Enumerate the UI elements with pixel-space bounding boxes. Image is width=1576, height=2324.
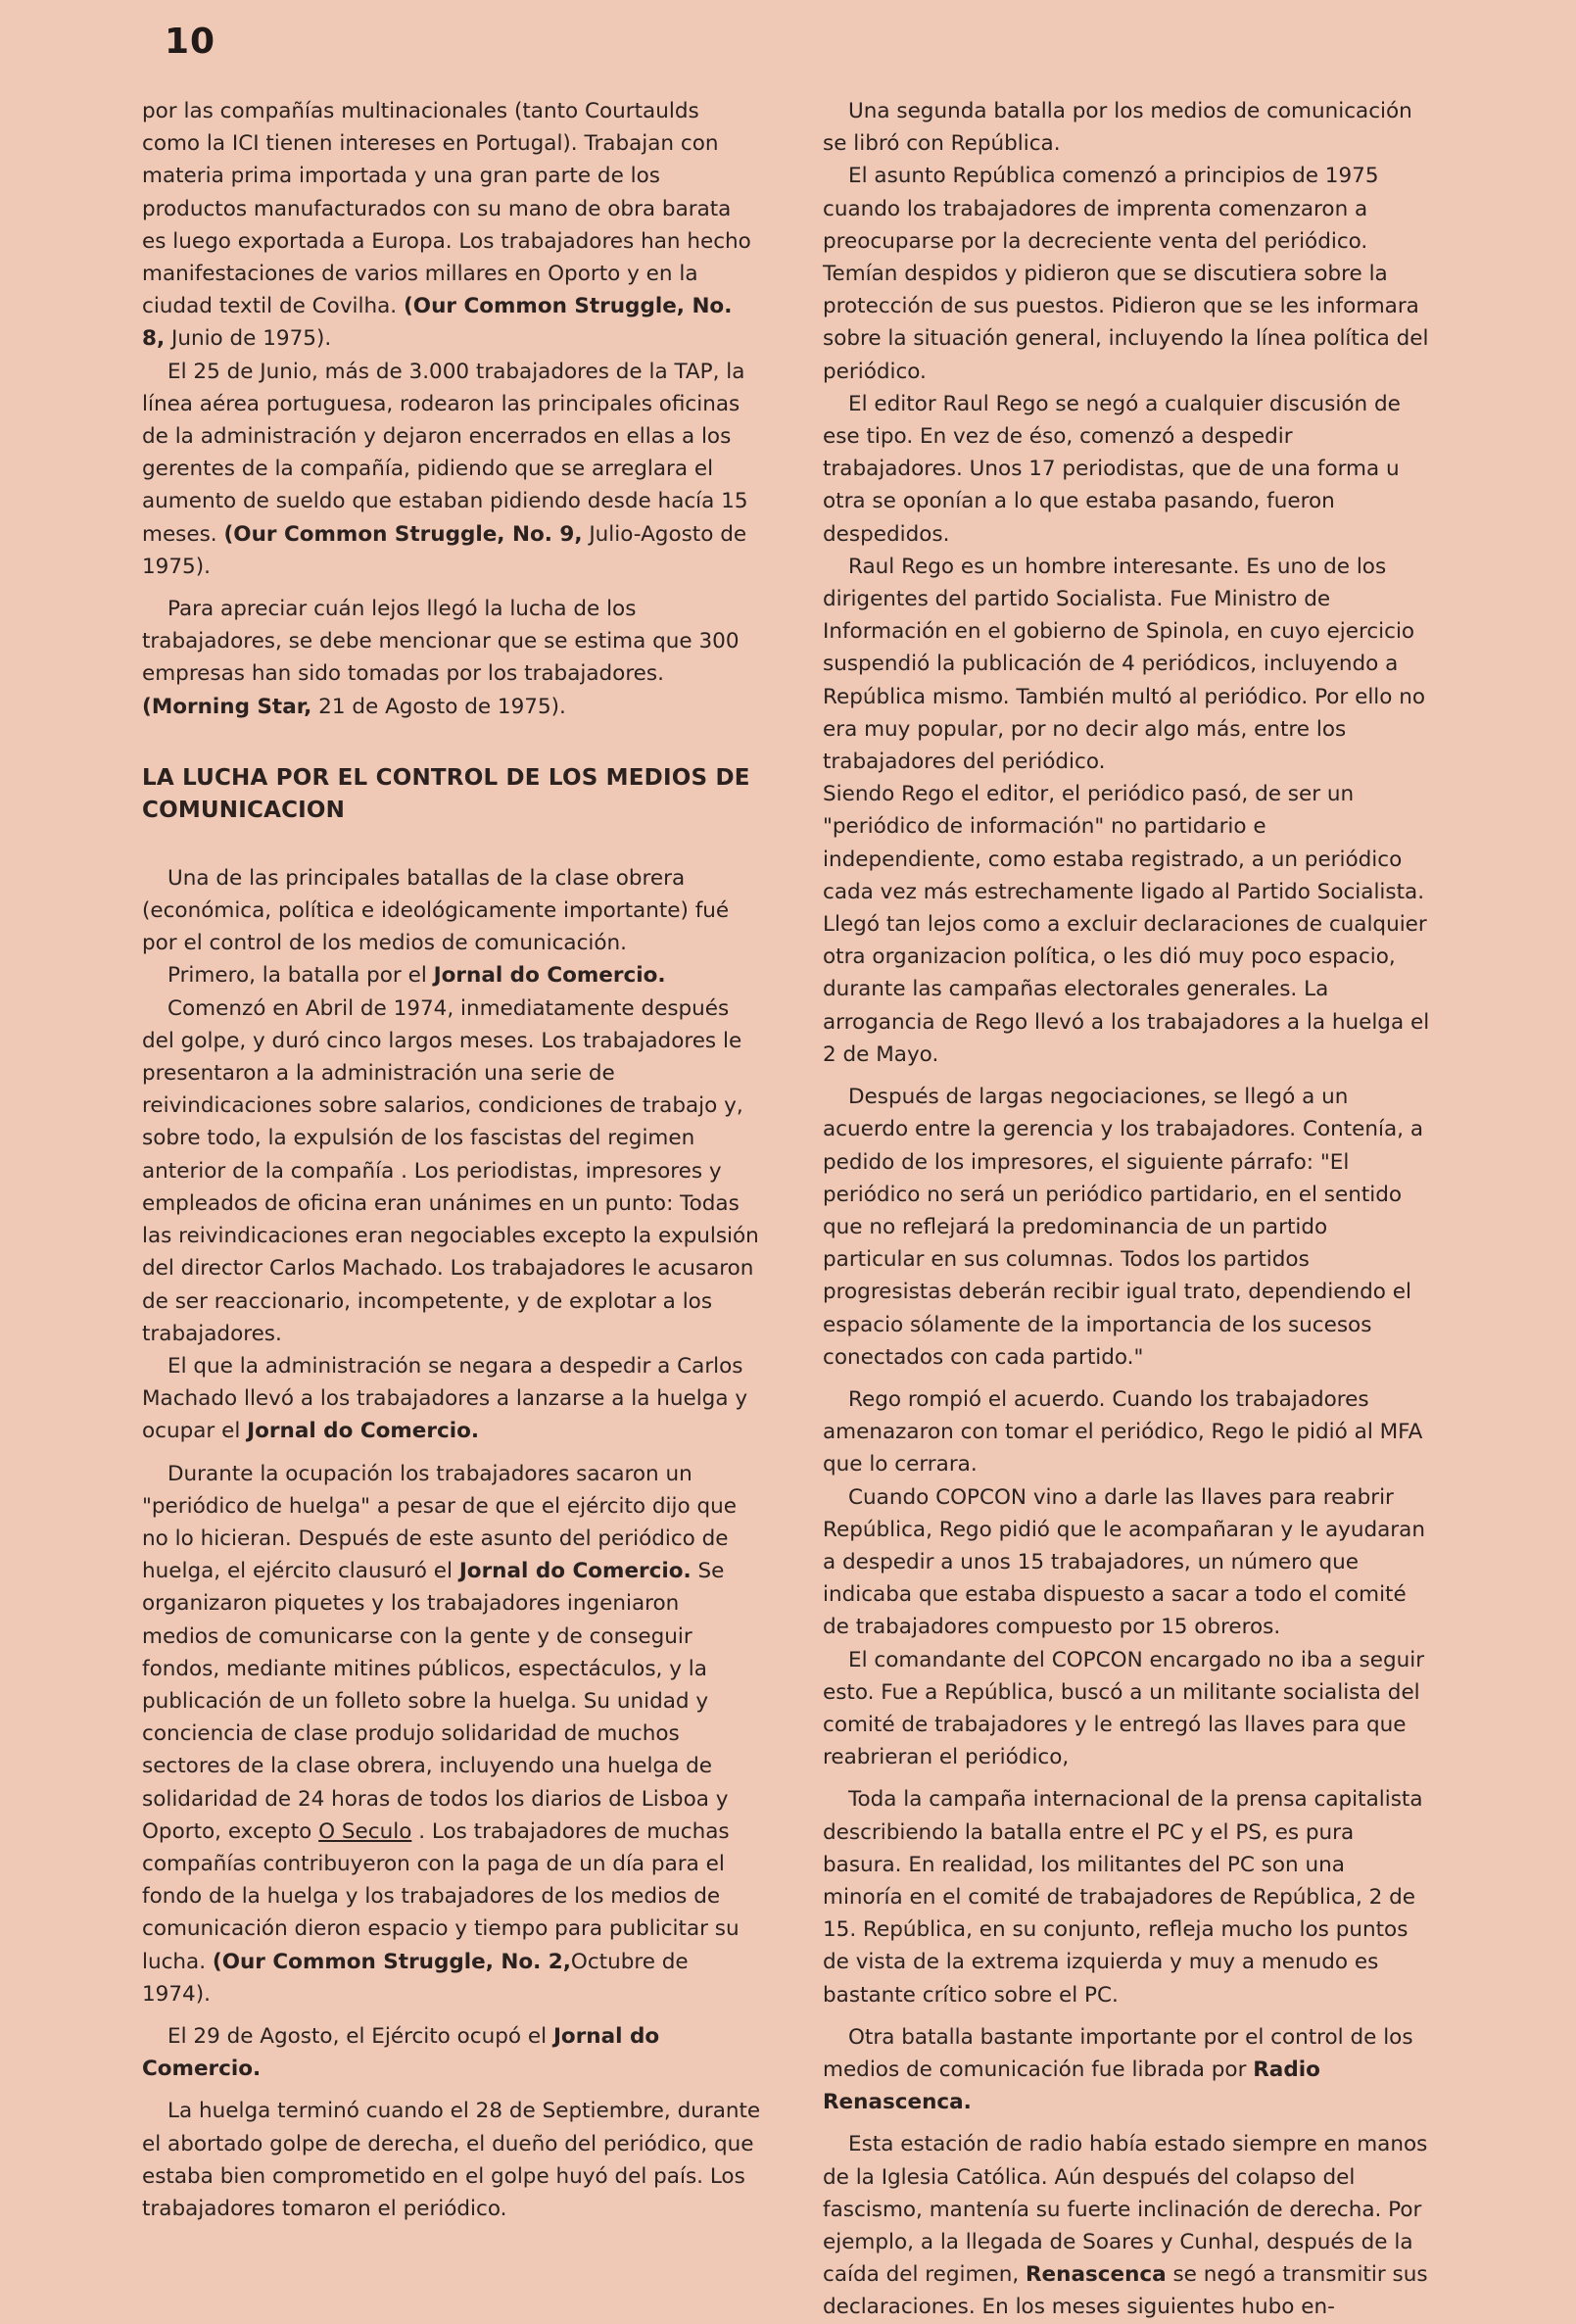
article-paragraph: Una de las principales batallas de la clase obrera (económica, política e ideológicamente importante) fué por el control de los medios de comunicación. (142, 865, 730, 956)
newspaper-name: Jornal do Comercio. (433, 963, 666, 989)
citation: (Morning Star, (142, 694, 312, 719)
article-paragraph: Después de largas negociaciones, se llegó a un acuerdo entre la gerencia y los trabajadores. Contenía, a pedido de los impresores, el siguiente párrafo: "El periódico no será un periódico partidario, en el sentido que no reflejará la predominancia de un partido particular en sus columnas. Todos los partidos progresistas deberán recibir igual trato, dependiendo el espacio sólamente de la importancia de los sucesos conectados con cada partido." (823, 1085, 1424, 1370)
radio-station-name: Renascenca (1026, 2262, 1167, 2288)
right-column (823, 95, 1430, 2324)
radio-station-name: Radio Renascenca. (823, 2057, 1320, 2115)
article-paragraph: Primero, la batalla por el Jornal do Comercio. (167, 963, 666, 989)
article-paragraph: Raul Rego es un hombre interesante. Es uno de los dirigentes del partido Socialista. Fue Ministro de Información en el gobierno de Spinola, en cuyo ejercicio suspendió la publicación de 4 periódicos, incluyendo a República mismo. También multó al periódico. Por ello no era muy popular, por no decir algo más, entre los trabajadores del periódico. (823, 554, 1426, 775)
article-paragraph: El que la administración se negara a despedir a Carlos Machado llevó a los trabajadores a lanzarse a la huelga y ocupar el Jornal do Comercio. (142, 1353, 748, 1444)
citation: (Our Common Struggle, No. 9, (223, 521, 583, 547)
article-paragraph: El editor Raul Rego se negó a cualquier discusión de ese tipo. En vez de éso, comenzó a despedir trabajadores. Unos 17 periodistas, que de una forma u otra se oponían a lo que estaba pasando, fueron despedidos. (823, 391, 1401, 547)
article-paragraph: El asunto República comenzó a principios de 1975 cuando los trabajadores de imprenta comenzaron a preocuparse por la decreciente venta del periódico. Temían despidos y pidieron que se discutiera sobre la protección de sus puestos. Pidieron que se les informara sobre la situación general, incluyendo la línea política del periódico. (823, 164, 1429, 384)
article-paragraph: Durante la ocupación los trabajadores sacaron un "periódico de huelga" a pesar de que el ejército dijo que no lo hicieran. Después de este asunto del periódico de huelga, el ejército clausuró el Jornal do Comercio. Se organizaron piquetes y los trabajadores ingeniaron medios de comunicarse con la gente y de conseguir fondos, mediante mitines públicos, espectáculos, y la publicación de un folleto sobre la huelga. Su unidad y conciencia de clase produjo solidaridad de muchos sectores de la clase obrera, incluyendo una huelga de solidaridad de 24 horas de todos los diarios de Lisboa y Oporto, excepto O Seculo . Los trabajadores de muchas compañías contribuyeron con la paga de un día para el fondo de la huelga y los trabajadores de los medios de comunicación dieron espacio y tiempo para publicitar su lucha. (Our Common Struggle, No. 2,Octubre de 1974). (142, 1461, 740, 2007)
article-paragraph: Para apreciar cuán lejos llegó la lucha de los trabajadores, se debe mencionar que se estima que 300 empresas han sido tomadas por los trabajadores. (Morning Star, 21 de Agosto de 1975). (142, 597, 740, 719)
newspaper-name: Jornal do Comercio. (458, 1559, 692, 1584)
section-heading: LA LUCHA POR EL CONTROL DE LOS MEDIOS DE COMUNICACION (142, 764, 750, 823)
article-paragraph: Siendo Rego el editor, el periódico pasó, de ser un "periódico de información" no partidario e independiente, como estaba registrado, a un periódico cada vez más estrechamente ligado al Partido Socialista. Llegó tan lejos como a excluir declaraciones de cualquier otra organizacion política, o les dió muy poco espacio, durante las campañas electorales generales. La arrogancia de Rego llevó a los trabajadores a la huelga el 2 de Mayo. (823, 782, 1430, 1067)
article-paragraph: por las compañías multinacionales (tanto Courtaulds como la ICI tienen intereses en Portugal). Trabajan con materia prima importada y una gran parte de los productos manufacturados con su mano de obra barata es luego exportada a Europa. Los trabajadores han hecho manifestaciones de varios millares en Oporto y en la ciudad textil de Covilha. (Our Common Struggle, No. 8, Junio de 1975). (142, 99, 751, 352)
article-paragraph: La huelga terminó cuando el 28 de Septiembre, durante el abortado golpe de derecha, el dueño del periódico, que estaba bien comprometido en el golpe huyó del país. Los trabajadores tomaron el periódico. (142, 2099, 761, 2221)
article-paragraph: Otra batalla bastante importante por el control de los medios de comunicación fue librada por Radio Renascenca. (823, 2024, 1413, 2115)
article-paragraph: Rego rompió el acuerdo. Cuando los trabajadores amenazaron con tomar el periódico, Rego le pidió al MFA que lo cerrara. (823, 1386, 1423, 1477)
left-column (142, 95, 761, 2225)
article-paragraph: Esta estación de radio había estado siempre en manos de la Iglesia Católica. Aún después del colapso del fascismo, mantenía su fuerte inclinación de derecha. Por ejemplo, a la llegada de Soares y Cunhal, después de la caída del regimen, Renascenca se negó a transmitir sus declaraciones. En los meses siguientes hubo en- (823, 2132, 1428, 2320)
article-paragraph: Una segunda batalla por los medios de comunicación se libró con República. (823, 99, 1412, 157)
article-paragraph: Comenzó en Abril de 1974, inmediatamente después del golpe, y duró cinco largos meses. Los trabajadores le presentaron a la administración una serie de reivindicaciones sobre salarios, condiciones de trabajo y, sobre todo, la expulsión de los fascistas del regimen anterior de la compañía . Los periodistas, impresores y empleados de oficina eran unánimes en un punto: Todas las reivindicaciones eran negociables excepto la expulsión del director Carlos Machado. Los trabajadores le acusaron de ser reaccionario, incompetente, y de explotar a los trabajadores. (142, 995, 759, 1346)
article-paragraph: Cuando COPCON vino a darle las llaves para reabrir República, Rego pidió que le acompañaran y le ayudaran a despedir a unos 15 trabajadores, un número que indicaba que estaba dispuesto a sacar a todo el comité de trabajadores compuesto por 15 obreros. (823, 1484, 1425, 1640)
citation: (Our Common Struggle, No. 8, (142, 294, 733, 352)
newspaper-name: Jornal do Comercio. (142, 2023, 660, 2082)
newspaper-name: Jornal do Comercio. (247, 1419, 480, 1444)
citation: (Our Common Struggle, No. 2, (212, 1949, 571, 1974)
article-paragraph: El comandante del COPCON encargado no iba a seguir esto. Fue a República, buscó a un militante socialista del comité de trabajadores y le entregó las llaves para que reabrieran el periódico, (823, 1647, 1425, 1770)
article-paragraph: Toda la campaña internacional de la prensa capitalista describiendo la batalla entre el PC y el PS, es pura basura. En realidad, los militantes del PC son una minoría en el comité de trabajadores de República, 2 de 15. República, en su conjunto, refleja mucho los puntos de vista de la extrema izquierda y muy a menudo es bastante crítico sobre el PC. (823, 1787, 1423, 2008)
article-paragraph: El 25 de Junio, más de 3.000 trabajadores de la TAP, la línea aérea portuguesa, rodearon las principales oficinas de la administración y dejaron encerrados en ellas a los gerentes de la compañía, pidiendo que se arreglara el aumento de sueldo que estaban pidiendo desde hacía 15 meses. (Our Common Struggle, No. 9, Julio-Agosto de 1975). (142, 359, 748, 579)
article-paragraph: El 29 de Agosto, el Ejército ocupó el Jornal do Comercio. (142, 2023, 660, 2082)
page-number: 10 (165, 22, 216, 62)
newspaper-name: O Seculo (318, 1818, 412, 1844)
